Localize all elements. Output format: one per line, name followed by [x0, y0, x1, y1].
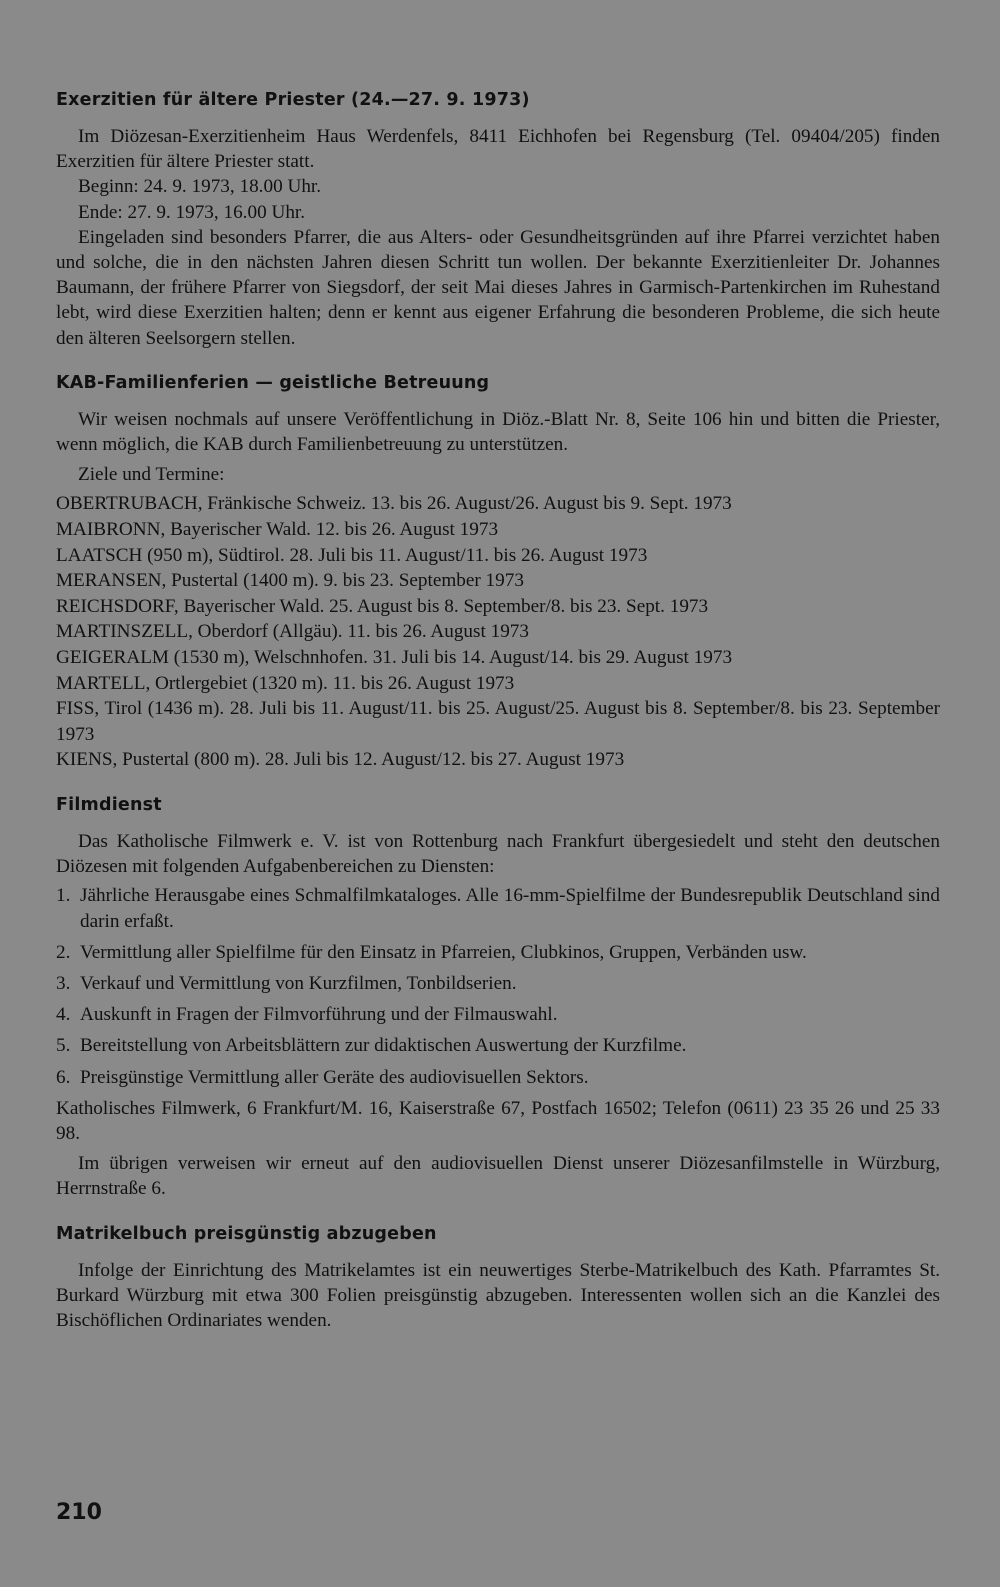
beginn-line: Beginn: 24. 9. 1973, 18.00 Uhr.: [78, 176, 322, 198]
termin-line: REICHSDORF, Bayerischer Wald. 25. August bis 8. September/8. bis 23. Sept. 1973: [56, 595, 709, 617]
termin-line: KIENS, Pustertal (800 m). 28. Juli bis 12. August/12. bis 27. August 1973: [56, 749, 625, 771]
list-text: Bereitstellung von Arbeitsblättern zur didaktischen Auswertung der Kurzfilme.: [80, 1035, 687, 1057]
list-item: [56, 1033, 940, 1058]
numbered-list: [56, 883, 940, 1089]
termin-line: LAATSCH (950 m), Südtirol. 28. Juli bis 11. August/11. bis 26. August 1973: [56, 544, 648, 566]
paragraph: Im Diözesan-Exerzitienheim Haus Werdenfels, 8411 Eichhofen bei Regensburg (Tel. 09404/205) finden Exerzitien für ältere Priester statt.: [56, 126, 940, 173]
section-heading: Exerzitien für ältere Priester (24.—27. 9. 1973): [56, 90, 530, 110]
list-item: [56, 971, 940, 996]
section-heading: Matrikelbuch preisgünstig abzugeben: [56, 1223, 437, 1244]
paragraph: Wir weisen nochmals auf unsere Veröffentlichung in Diöz.-Blatt Nr. 8, Seite 106 hin und bitten die Priester, wenn möglich, die KAB durch Familienbetreuung zu unterstützen.: [56, 408, 940, 456]
ende-line: Ende: 27. 9. 1973, 16.00 Uhr.: [78, 201, 306, 223]
list-number: 4.: [56, 1004, 71, 1026]
paragraph: Eingeladen sind besonders Pfarrer, die aus Alters- oder Gesundheitsgründen auf ihre Pfarrei verzichtet haben und solche, die in den nächsten Jahren diesen Schritt tun wollen. Der bekannte Exerzitienleiter Dr. Johannes Baumann, der frühere Pfarrer von Siegsdorf, der seit Mai dieses Jahres in Garmisch-Partenkirchen im Ruhestand lebt, wird diese Exerzitien halten; denn er kennt aus eigener Erfahrung die besonderen Probleme, die sich heute den älteren Seelsorgern stellen.: [56, 226, 940, 349]
list-number: 1.: [56, 885, 71, 907]
termine-list: [56, 491, 940, 773]
list-text: Jährliche Herausgabe eines Schmalfilmkataloges. Alle 16-mm-Spielfilme der Bundesrepublik Deutschland sind darin erfaßt.: [80, 885, 940, 932]
list-number: 5.: [56, 1035, 71, 1057]
list-text: Auskunft in Fragen der Filmvorführung und der Filmauswahl.: [80, 1004, 558, 1026]
section-heading: Filmdienst: [56, 794, 162, 815]
termin-line: OBERTRUBACH, Fränkische Schweiz. 13. bis 26. August/26. August bis 9. Sept. 1973: [56, 493, 732, 515]
list-number: 6.: [56, 1066, 71, 1088]
address-paragraph: Katholisches Filmwerk, 6 Frankfurt/M. 16, Kaiserstraße 67, Postfach 16502; Telefon (0611) 23 35 26 und 25 33 98.: [56, 1097, 940, 1144]
list-text: Verkauf und Vermittlung von Kurzfilmen, Tonbildserien.: [80, 972, 517, 994]
list-item: [56, 1065, 940, 1090]
termin-line: GEIGERALM (1530 m), Welschnhofen. 31. Juli bis 14. August/14. bis 29. August 1973: [56, 647, 733, 668]
ziele-label: Ziele und Termine:: [78, 464, 225, 486]
text-column: [56, 90, 940, 1355]
section-heading: KAB-Familienferien — geistliche Betreuung: [56, 372, 490, 393]
list-text: Preisgünstige Vermittlung aller Geräte des audiovisuellen Sektors.: [80, 1066, 589, 1088]
list-item: [56, 883, 940, 933]
termin-line: MARTELL, Ortlergebiet (1320 m). 11. bis 26. August 1973: [56, 672, 515, 694]
section-kab: [56, 373, 940, 773]
paragraph: Infolge der Einrichtung des Matrikelamtes ist ein neuwertiges Sterbe-Matrikelbuch des Kath. Pfarramtes St. Burkard Würzburg mit etwa 300 Folien preisgünstig abzugeben. Interessenten wollen sich an die Kanzlei des Bischöflichen Ordinariates wenden.: [56, 1259, 940, 1332]
termin-line: FISS, Tirol (1436 m). 28. Juli bis 11. August/11. bis 25. August/25. August bis 8. September/8. bis 23. September 1973: [56, 698, 940, 745]
paragraph: Das Katholische Filmwerk e. V. ist von Rottenburg nach Frankfurt übergesiedelt und steht den deutschen Diözesen mit folgenden Aufgabenbereichen zu Diensten:: [56, 830, 940, 878]
paragraph: Im übrigen verweisen wir erneut auf den audiovisuellen Dienst unserer Diözesanfilmstelle in Würzburg, Herrnstraße 6.: [56, 1153, 940, 1200]
list-text: Vermittlung aller Spielfilme für den Einsatz in Pfarreien, Clubkinos, Gruppen, Verbänden usw.: [80, 941, 807, 963]
list-number: 2.: [56, 941, 71, 963]
section-exerzitien: [56, 90, 940, 351]
list-number: 3.: [56, 972, 71, 994]
termin-line: MAIBRONN, Bayerischer Wald. 12. bis 26. August 1973: [56, 519, 499, 541]
termin-line: MERANSEN, Pustertal (1400 m). 9. bis 23. September 1973: [56, 570, 524, 592]
termin-line: MARTINSZELL, Oberdorf (Allgäu). 11. bis 26. August 1973: [56, 621, 529, 643]
list-item: [56, 1002, 940, 1027]
section-matrikel: [56, 1224, 940, 1334]
section-filmdienst: [56, 795, 940, 1202]
page-number: 210: [56, 1500, 102, 1525]
list-item: [56, 940, 940, 965]
